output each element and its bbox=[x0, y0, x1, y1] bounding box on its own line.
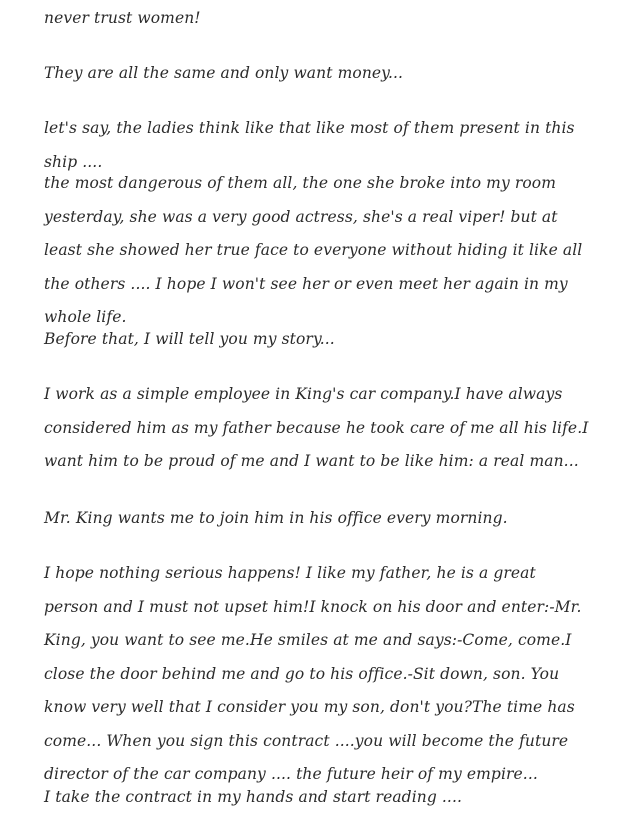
story-paragraph-3: let's say, the ladies think like that like most of them present in this ship .... bbox=[44, 119, 575, 171]
story-paragraph-1: never trust women! bbox=[44, 9, 201, 27]
story-paragraph-9: I take the contract in my hands and start reading .... bbox=[44, 788, 462, 806]
story-paragraph-6: I work as a simple employee in King's car company.I have always considered him as my father because he took care of me all his life.I want him to be proud of me and I want to be like him: a real man... bbox=[44, 385, 589, 470]
story-paragraph-2: They are all the same and only want money... bbox=[44, 64, 404, 82]
story-paragraph-7: Mr. King wants me to join him in his office every morning. bbox=[44, 509, 508, 527]
story-paragraph-5: Before that, I will tell you my story... bbox=[44, 330, 335, 348]
story-paragraph-4: the most dangerous of them all, the one she broke into my room yesterday, she was a very good actress, she's a real viper! but at least she showed her true face to everyone without hiding it like all the others .... I hope I won't see her or even meet her again in my whole life. bbox=[44, 174, 583, 326]
story-paragraph-8: I hope nothing serious happens! I like my father, he is a great person and I must not upset him!I knock on his door and enter:-Mr. King, you want to see me.He smiles at me and says:-Come, come.I close the door behind me and go to his office.-Sit down, son. You know very well that I consider you my son, don't you?The time has come... When you sign this contract ....you will become the future director of the car company .... the future heir of my empire... bbox=[44, 564, 582, 783]
